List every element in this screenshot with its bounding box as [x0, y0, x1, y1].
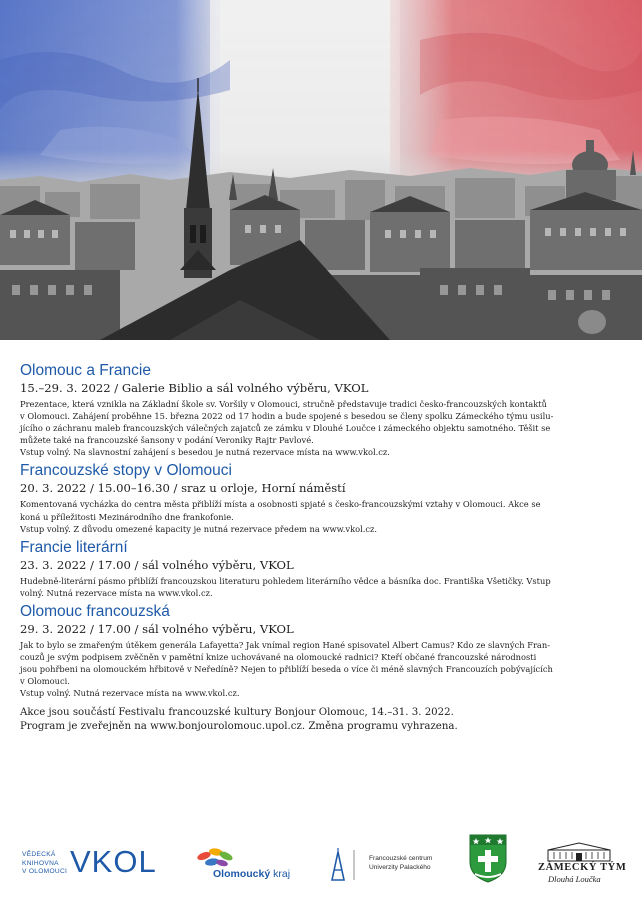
description-line: v Olomouci. Zahájení proběhne 15. března 2022 od 17 hodin a bude spojené s besedou se členy spolku Zámeckého týmu usilu- — [20, 411, 554, 422]
event-title: Francie literární — [20, 538, 128, 556]
description-line: couzů je svým podpisem zvěčněn v pamětní knize uchovávané na olomoucké radnici? Kteří občané francouzské národnosti — [20, 652, 537, 663]
vkol-logo-line: KNIHOVNA — [22, 859, 59, 867]
vkol-logo-line: V OLOMOUCI — [22, 868, 68, 876]
description-line: jícího o záchranu maleb francouzských válečných zajatců ze zámku v Dlouhé Loučce i zámeckého objektu samotného. Těšit se — [20, 423, 551, 434]
description-line: Vstup volný. Nutná rezervace místa na www.vkol.cz. — [20, 688, 240, 699]
description-line: Prezentace, která vznikla na Základní škole sv. Voršily v Olomouci, stručně představuje tradici česko-francouzských kontaktů — [20, 399, 547, 409]
event-section-olomouc-francouzska — [20, 602, 624, 699]
francouzske-centrum-text — [369, 855, 432, 872]
event-description — [20, 639, 624, 699]
vkol-logo-line: VĚDECKÁ — [22, 851, 56, 858]
festival-note — [20, 706, 624, 733]
vkol-logo-wordmark: VKOL — [70, 844, 157, 879]
partner-logos — [0, 828, 642, 900]
flower-icon — [190, 846, 250, 870]
description-line: volný. Nutná rezervace místa na www.vkol.cz. — [20, 587, 213, 598]
dlouha-loucka-script: Dlouhá Loučka — [548, 874, 601, 884]
hero-image — [0, 0, 642, 340]
kraj-text: kraj — [273, 868, 291, 880]
coat-of-arms-icon — [467, 832, 509, 884]
event-date-venue: 20. 3. 2022 / 15.00–16.30 / sraz u orloje, Horní náměstí — [20, 481, 346, 496]
event-description — [20, 575, 624, 599]
eiffel-tower-icon — [322, 848, 362, 882]
event-program — [20, 361, 624, 733]
event-section-francouzske-stopy — [20, 461, 624, 534]
festival-note-line: Akce jsou součástí Festivalu francouzské kultury Bonjour Olomouc, 14.–31. 3. 2022. — [20, 707, 454, 719]
event-section-francie-literarni — [20, 538, 624, 599]
fc-line: Francouzské centrum — [369, 855, 433, 862]
olomoucky-text: Olomoucký — [213, 868, 271, 880]
event-title: Olomouc a Francie — [20, 362, 151, 379]
fc-line: Univerzity Palackého — [369, 863, 431, 871]
event-date-venue: 15.–29. 3. 2022 / Galerie Biblio a sál volného výběru, VKOL — [20, 381, 369, 395]
event-title: Olomouc francouzská — [20, 602, 170, 620]
description-line: Hudebně-literární pásmo přiblíží francouzskou literaturu pohledem literárního vědce a básníka doc. Františka Všetičky. Vstup — [20, 575, 551, 586]
event-description — [20, 398, 624, 458]
description-line: Vstup volný. Na slavnostní zahájení s besedou je nutná rezervace místa na www.vkol.cz. — [20, 447, 390, 458]
event-section-olomouc-a-francie — [20, 361, 624, 458]
zamecky-tym-wordmark: ZÁMECKÝ TÝM — [538, 862, 627, 873]
event-date-venue: 23. 3. 2022 / 17.00 / sál volného výběru, VKOL — [20, 557, 294, 572]
description-line: Komentovaná vycházka do centra města přiblíží místa a osobnosti spjaté s česko-francouzskými vztahy v Olomouci. Akce se — [20, 499, 541, 510]
event-title: Francouzské stopy v Olomouci — [20, 462, 232, 480]
event-description — [20, 498, 624, 534]
vkol-logo-subtitle — [22, 851, 67, 877]
event-date-venue: 29. 3. 2022 / 17.00 / sál volného výběru, VKOL — [20, 621, 294, 636]
description-line: Vstup volný. Z důvodu omezené kapacity je nutná rezervace předem na www.vkol.cz. — [20, 523, 378, 534]
festival-note-line: Program je zveřejněn na www.bonjourolomouc.upol.cz. Změna programu vyhrazena. — [20, 720, 458, 732]
castle-icon — [546, 842, 612, 862]
olomouc-skyline-with-french-flag — [0, 0, 642, 340]
description-line: můžete také na francouzské šansony v podání Veroniky Rajtr Pavlové. — [20, 435, 314, 446]
description-line: jsou pohřbeni na olomouckém hřbitově v Neředíně? Nejen to přiblíží beseda o více či méně slavných Francouzích pobývajících — [20, 664, 553, 675]
description-line: v Olomouci. — [20, 676, 70, 687]
description-line: Jak to bylo se zmařeným útěkem generála Lafayetta? Jak vnímal region Hané spisovatel Albert Camus? Kdo ze slavných Fran- — [20, 639, 551, 650]
description-line: koná u příležitosti Mezinárodního dne frankofonie. — [20, 511, 234, 522]
olomoucky-kraj-wordmark — [213, 868, 290, 880]
